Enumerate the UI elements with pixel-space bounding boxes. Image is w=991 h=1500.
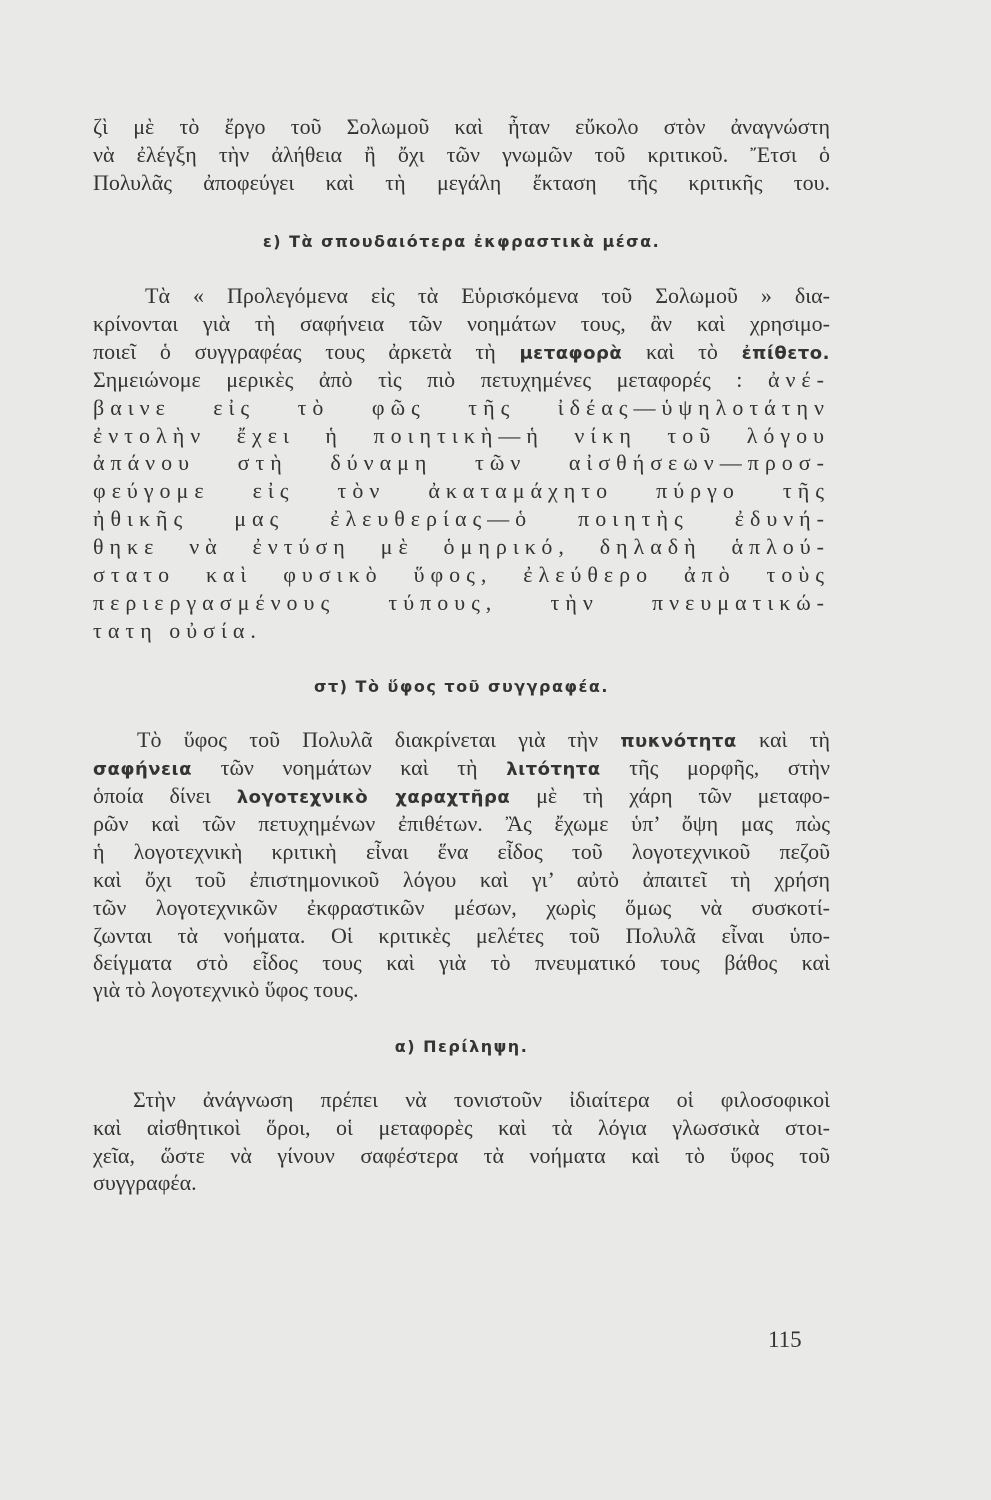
spaced-quote-line: ἀπάνου στὴ δύναμη τῶν αἰσθήσεων—προσ- bbox=[93, 450, 830, 475]
text-segment: μὲ τὴ χάρη τῶν μεταφο- bbox=[510, 783, 830, 808]
text-line: Στὴν ἀνάγνωση πρέπει νὰ τονιστοῦν ἰδιαίτερα οἱ φιλοσοφικοὶ bbox=[133, 1087, 830, 1112]
text-line: ἡ λογοτεχνικὴ κριτικὴ εἶναι ἕνα εἶδος τοῦ λογοτεχνικοῦ πεζοῦ bbox=[93, 839, 830, 864]
bold-term: ἐπίθετο. bbox=[741, 343, 830, 364]
text-line bbox=[93, 782, 830, 810]
page-number: 115 bbox=[768, 1327, 802, 1352]
text-line: ζὶ μὲ τὸ ἔργο τοῦ Σολωμοῦ καὶ ἦταν εὔκολο στὸν ἀναγνώστη bbox=[93, 114, 830, 139]
section-heading: α) Περίληψη. bbox=[394, 1037, 529, 1056]
bold-term: πυκνότητα bbox=[620, 731, 737, 752]
spaced-quote-line: φεύγομε εἰς τὸν ἀκαταμάχητο πύργο τῆς bbox=[93, 478, 830, 503]
text-segment: Τὸ ὕφος τοῦ Πολυλᾶ διακρίνεται γιὰ τὴν bbox=[137, 727, 621, 752]
text-line bbox=[93, 366, 830, 394]
spaced-quote-line: περιεργασμένους τύπους, τὴν πνευματικώ- bbox=[93, 590, 830, 615]
bold-term: μεταφορὰ bbox=[519, 343, 623, 364]
text-segment: τῆς μορφῆς, στὴν bbox=[600, 755, 830, 780]
text-line: ζωνται τὰ νοήματα. Οἱ κριτικὲς μελέτες τοῦ Πολυλᾶ εἶναι ὑπο- bbox=[93, 923, 830, 948]
section-heading: στ) Τὸ ὕφος τοῦ συγγραφέα. bbox=[314, 677, 609, 696]
bold-term: λιτότητα bbox=[506, 759, 601, 780]
text-segment: Σημειώνομε μερικὲς ἀπὸ τὶς πιὸ πετυχημένες μεταφορές : bbox=[93, 367, 768, 392]
text-line: συγγραφέα. bbox=[93, 1170, 197, 1195]
text-line: νὰ ἐλέγξη τὴν ἀλήθεια ἢ ὄχι τῶν γνωμῶν τοῦ κριτικοῦ. Ἔτσι ὁ bbox=[93, 142, 830, 167]
text-line: Πολυλᾶς ἀποφεύγει καὶ τὴ μεγάλη ἔκταση τῆς κριτικῆς του. bbox=[93, 170, 830, 195]
text-line: καὶ ὄχι τοῦ ἐπιστημονικοῦ λόγου καὶ γι’ αὐτὸ ἀπαιτεῖ τὴ χρήση bbox=[93, 867, 830, 892]
spaced-quote-line: ἐντολὴν ἔχει ἡ ποιητικὴ—ἡ νίκη τοῦ λόγου bbox=[93, 423, 830, 448]
text-line: ρῶν καὶ τῶν πετυχημένων ἐπιθέτων. Ἂς ἔχωμε ὑπ’ ὄψη μας πὼς bbox=[93, 811, 830, 836]
text-line: δείγματα στὸ εἶδος τους καὶ γιὰ τὸ πνευματικό τους βάθος καὶ bbox=[93, 950, 830, 975]
text-line: Τὰ « Προλεγόμενα εἰς τὰ Εὑρισκόμενα τοῦ Σολωμοῦ » δια- bbox=[145, 283, 830, 308]
text-line: καὶ αἰσθητικοὶ ὅροι, οἱ μεταφορὲς καὶ τὰ λόγια γλωσσικὰ στοι- bbox=[93, 1115, 830, 1140]
section-heading: ε) Τὰ σπουδαιότερα ἐκφραστικὰ μέσα. bbox=[262, 232, 661, 251]
text-line: τῶν λογοτεχνικῶν ἐκφραστικῶν μέσων, χωρὶς ὅμως νὰ συσκοτί- bbox=[93, 895, 830, 920]
text-line: κρίνονται γιὰ τὴ σαφήνεια τῶν νοημάτων τους, ἂν καὶ χρησιμο- bbox=[93, 311, 830, 336]
text-segment: ὁποία δίνει bbox=[93, 783, 237, 808]
spaced-quote-line: στατο καὶ φυσικὸ ὕφος, ἐλεύθερο ἀπὸ τοὺς bbox=[93, 562, 830, 587]
spaced-quote-line: βαινε εἰς τὸ φῶς τῆς ἰδέας—ὑψηλοτάτην bbox=[93, 395, 830, 420]
spaced-quote-line: τατη οὐσία. bbox=[93, 618, 262, 643]
spaced-quote-line: ἠθικῆς μας ἐλευθερίας—ὁ ποιητὴς ἐδυνή- bbox=[93, 506, 830, 531]
spaced-quote-line: θηκε νὰ ἐντύση μὲ ὁμηρικό, δηλαδὴ ἁπλού- bbox=[93, 534, 830, 559]
text-line: γιὰ τὸ λογοτεχνικὸ ὕφος τους. bbox=[93, 977, 359, 1002]
text-segment: καὶ τὸ bbox=[622, 339, 742, 364]
text-line bbox=[93, 726, 830, 754]
text-segment: ποιεῖ ὁ συγγραφέας τους ἀρκετὰ τὴ bbox=[93, 339, 520, 364]
text-line bbox=[93, 338, 830, 366]
bold-term: λογοτεχνικὸ χαραχτῆρα bbox=[236, 787, 511, 808]
text-line: χεῖα, ὥστε νὰ γίνουν σαφέστερα τὰ νοήματα καὶ τὸ ὕφος τοῦ bbox=[93, 1143, 830, 1168]
text-segment: τῶν νοημάτων καὶ τὴ bbox=[191, 755, 507, 780]
bold-term: σαφήνεια bbox=[93, 759, 192, 780]
spaced-quote-segment: ἀνέ- bbox=[767, 367, 830, 392]
text-line bbox=[93, 754, 830, 782]
text-segment: καὶ τὴ bbox=[736, 727, 830, 752]
